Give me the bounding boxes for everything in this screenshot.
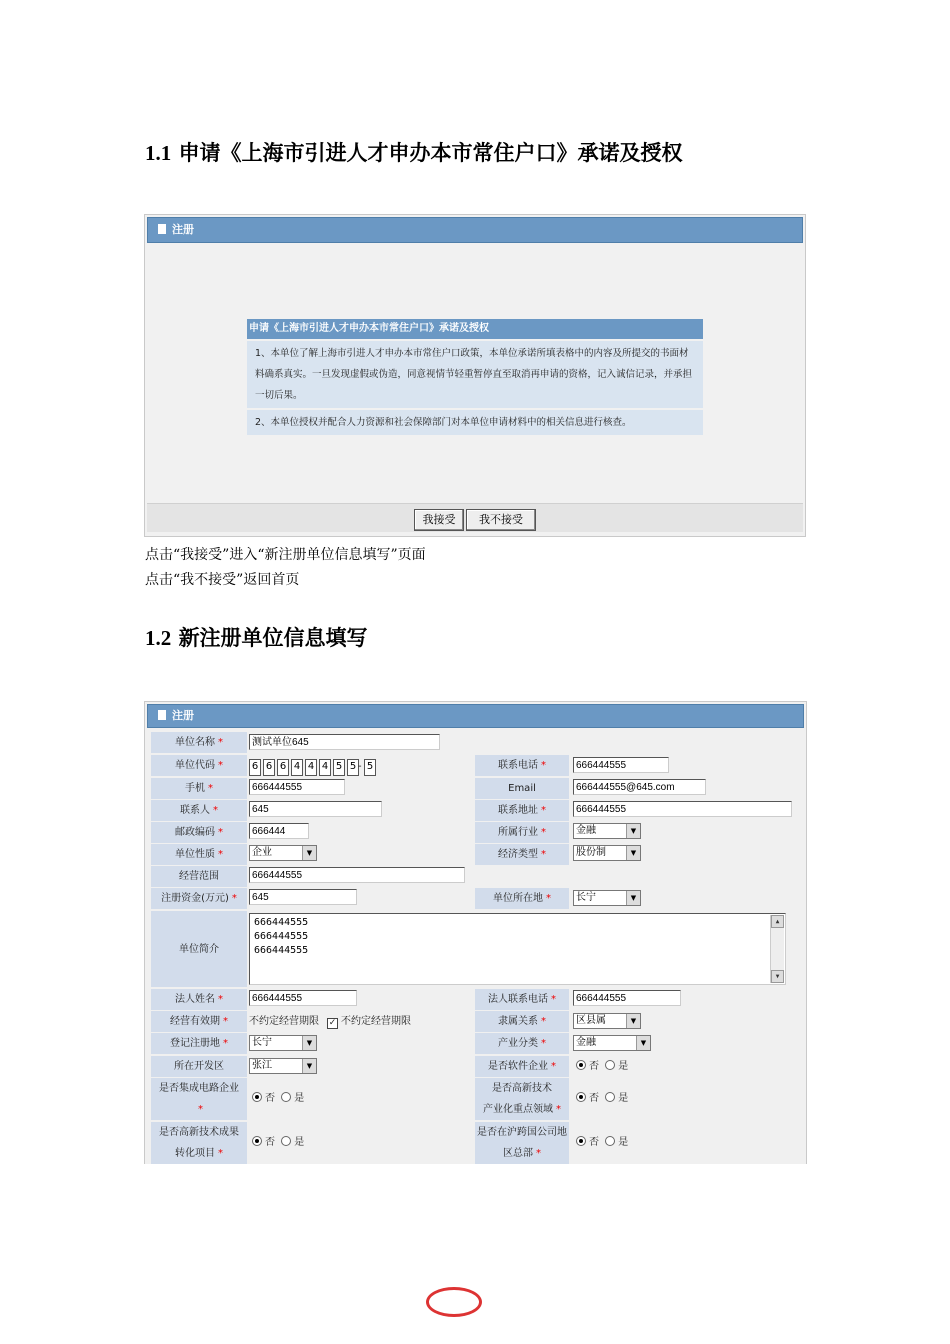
agreement-box <box>247 319 703 435</box>
radio-no[interactable] <box>252 1136 262 1146</box>
affiliation-label: 隶属关系 * <box>475 1011 569 1032</box>
dev-zone-select[interactable]: 张江 ▼ <box>249 1058 317 1074</box>
note-accept: 点击“我接受”进入“新注册单位信息填写”页面 <box>145 547 426 563</box>
econ-type-select[interactable]: 股份制 ▼ <box>573 845 641 861</box>
no-expiry-checkbox[interactable]: ✓ <box>328 1018 337 1028</box>
reg-place-select[interactable]: 长宁 ▼ <box>249 1035 317 1051</box>
mobile-label: 手机 * <box>151 778 247 799</box>
radio-yes[interactable] <box>605 1136 615 1146</box>
chevron-down-icon: ▼ <box>302 1036 316 1050</box>
unit-code-digit[interactable]: 6 <box>249 759 261 776</box>
hightech-result-radio-group: 否 是 <box>249 1135 304 1151</box>
scroll-up-icon[interactable]: ▲ <box>771 915 784 928</box>
unit-code-digit[interactable]: 4 <box>305 759 317 776</box>
agreement-item-2: 2、本单位授权并配合人力资源和社会保障部门对本单位申请材料中的相关信息进行核查。 <box>247 408 703 435</box>
accept-button[interactable]: 我接受 <box>414 509 464 531</box>
unit-code-digit[interactable]: 6 <box>277 759 289 776</box>
chevron-down-icon: ▼ <box>626 824 640 838</box>
capital-label: 注册资金(万元) * <box>151 888 247 909</box>
unit-code-digit[interactable]: 5 <box>347 759 359 776</box>
software-radio-group: 否 是 <box>573 1059 628 1075</box>
contact-input[interactable]: 645 <box>249 801 382 817</box>
unit-code-digit[interactable]: 6 <box>263 759 275 776</box>
unit-name-input[interactable]: 测试单位645 <box>249 734 440 750</box>
email-input[interactable]: 666444555@645.com <box>573 779 706 795</box>
chevron-down-icon: ▼ <box>626 846 640 860</box>
unit-type-label: 单位性质 * <box>151 844 247 865</box>
phone-label: 联系电话 * <box>475 755 569 776</box>
form-title-bar: 注册 <box>147 704 804 728</box>
software-label: 是否软件企业 * <box>475 1056 569 1077</box>
econ-type-label: 经济类型 * <box>475 844 569 865</box>
intro-label: 单位简介 <box>151 911 247 987</box>
dev-zone-label: 所在开发区 <box>151 1056 247 1077</box>
address-label: 联系地址 * <box>475 800 569 821</box>
unit-name-label: 单位名称 * <box>151 732 247 753</box>
unit-code-digit[interactable]: 4 <box>319 759 331 776</box>
legal-name-input[interactable]: 666444555 <box>249 990 357 1006</box>
chevron-down-icon: ▼ <box>626 1014 640 1028</box>
email-label: Email <box>475 778 569 799</box>
scope-input[interactable]: 666444555 <box>249 867 465 883</box>
button-row <box>147 503 803 532</box>
document-icon <box>158 224 166 234</box>
hightech-result-label: 是否高新技术成果 转化项目 * <box>151 1122 247 1164</box>
category-label: 产业分类 * <box>475 1033 569 1054</box>
phone-input[interactable]: 666444555 <box>573 757 669 773</box>
unit-type-select[interactable]: 企业 ▼ <box>249 845 317 861</box>
section-2-heading: 1.2 新注册单位信息填写 <box>145 626 368 650</box>
page-number-ellipse <box>426 1287 482 1317</box>
intro-textarea[interactable]: 666444555 666444555 666444555 ▲ ▼ <box>249 913 786 985</box>
radio-yes[interactable] <box>605 1060 615 1070</box>
reg-place-label: 登记注册地 * <box>151 1033 247 1054</box>
unit-code-label: 单位代码 * <box>151 755 247 776</box>
document-icon <box>158 710 166 720</box>
section-1-heading: 1.1 申请《上海市引进人才申办本市常住户口》承诺及授权 <box>145 141 683 165</box>
category-select[interactable]: 金融 ▼ <box>573 1035 651 1051</box>
hightech-label: 是否高新技术 产业化重点领域 * <box>475 1078 569 1120</box>
unit-code-digit[interactable]: 4 <box>291 759 303 776</box>
agreement-title: 申请《上海市引进人才申办本市常住户口》承诺及授权 <box>247 319 703 339</box>
unit-code-check-digit[interactable]: 5 <box>364 759 376 776</box>
reject-button[interactable]: 我不接受 <box>466 509 536 531</box>
regional-hq-radio-group: 否 是 <box>573 1135 628 1151</box>
validity-field: 不约定经营期限 ✓ 不约定经营期限 <box>249 1016 411 1028</box>
regional-hq-label: 是否在沪跨国公司地 区总部 * <box>475 1122 569 1164</box>
location-label: 单位所在地 * <box>475 888 569 909</box>
radio-yes[interactable] <box>281 1092 291 1102</box>
radio-yes[interactable] <box>281 1136 291 1146</box>
radio-no[interactable] <box>576 1092 586 1102</box>
affiliation-select[interactable]: 区县属 ▼ <box>573 1013 641 1029</box>
scope-label: 经营范围 <box>151 866 247 887</box>
panel-title-bar: 注册 <box>147 217 803 243</box>
hightech-radio-group: 否 是 <box>573 1091 628 1107</box>
ic-company-radio-group: 否 是 <box>249 1091 304 1107</box>
agreement-screenshot <box>144 214 806 537</box>
radio-yes[interactable] <box>605 1092 615 1102</box>
note-reject: 点击“我不接受”返回首页 <box>145 572 300 588</box>
radio-no[interactable] <box>576 1060 586 1070</box>
contact-label: 联系人 * <box>151 800 247 821</box>
postcode-input[interactable]: 666444 <box>249 823 309 839</box>
chevron-down-icon: ▼ <box>302 846 316 860</box>
mobile-input[interactable]: 666444555 <box>249 779 345 795</box>
chevron-down-icon: ▼ <box>626 891 640 905</box>
ic-company-label: 是否集成电路企业 * <box>151 1078 247 1120</box>
location-select[interactable]: 长宁 ▼ <box>573 890 641 906</box>
unit-code-digit[interactable]: 5 <box>333 759 345 776</box>
chevron-down-icon: ▼ <box>636 1036 650 1050</box>
scroll-down-icon[interactable]: ▼ <box>771 970 784 983</box>
radio-no[interactable] <box>252 1092 262 1102</box>
industry-label: 所属行业 * <box>475 822 569 843</box>
unit-code-separator: - <box>358 761 362 772</box>
textarea-scrollbar[interactable] <box>770 915 784 983</box>
legal-phone-label: 法人联系电话 * <box>475 989 569 1010</box>
postcode-label: 邮政编码 * <box>151 822 247 843</box>
radio-no[interactable] <box>576 1136 586 1146</box>
legal-phone-input[interactable]: 666444555 <box>573 990 681 1006</box>
registration-form-screenshot <box>144 701 807 1164</box>
validity-label: 经营有效期 * <box>151 1011 247 1032</box>
legal-name-label: 法人姓名 * <box>151 989 247 1010</box>
industry-select[interactable]: 金融 ▼ <box>573 823 641 839</box>
capital-input[interactable]: 645 <box>249 889 357 905</box>
address-input[interactable]: 666444555 <box>573 801 792 817</box>
chevron-down-icon: ▼ <box>302 1059 316 1073</box>
agreement-item-1: 1、本单位了解上海市引进人才申办本市常住户口政策，本单位承诺所填表格中的内容及所提交的书面材料确系真实。一旦发现虚假或伪造，同意视情节轻重暂停直至取消再申请的资格，记入诚信记录，并承担一切后果。 <box>247 339 703 408</box>
